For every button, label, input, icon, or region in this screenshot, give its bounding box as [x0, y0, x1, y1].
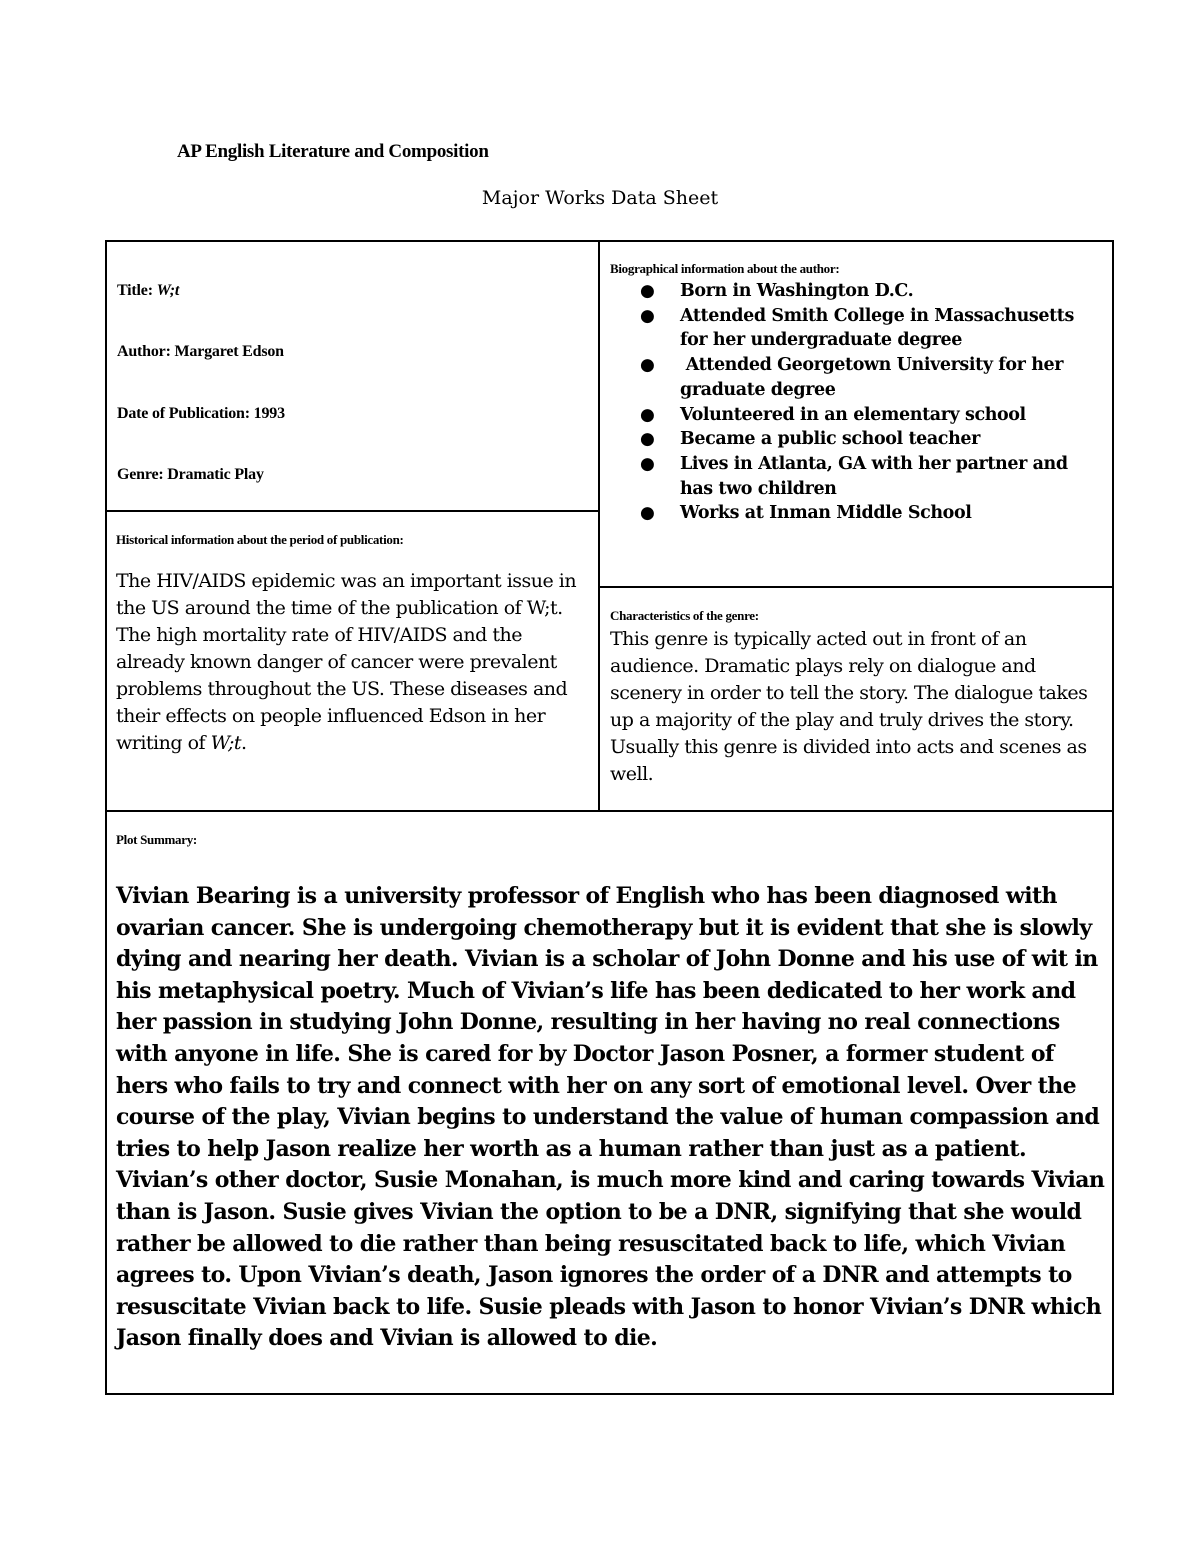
historical-label: Historical information about the period of publication:	[116, 532, 404, 547]
biography-item: ● Volunteered in an elementary school	[640, 403, 1105, 428]
genre-characteristics-text: This genre is typically acted out in front of an audience. Dramatic plays rely on dialogue and scenery in order to tell the story. The dialogue takes up a majority of the play and truly drives the story. Usually this genre is divided into acts and scenes as well.	[610, 628, 1088, 785]
biography-item: ● Works at Inman Middle School	[640, 501, 1105, 526]
bullet-icon: ●	[640, 453, 655, 474]
course-heading: AP English Literature and Composition	[177, 141, 489, 162]
table-column-divider	[598, 240, 600, 811]
publication-date-field: Date of Publication: 1993	[117, 405, 285, 422]
bullet-icon: ●	[640, 429, 655, 450]
genre-field: Genre: Dramatic Play	[117, 466, 264, 483]
biography-item: ● Became a public school teacher	[640, 427, 1105, 452]
bullet-icon: ●	[640, 281, 655, 301]
plot-summary-label: Plot Summary:	[116, 832, 197, 847]
author-field: Author: Margaret Edson	[117, 343, 284, 360]
bullet-icon: ●	[640, 503, 655, 524]
table-row-divider-left	[105, 510, 600, 512]
biography-item: ● Attended Smith College in Massachusetts for her undergraduate degree	[640, 305, 1074, 351]
title-field: Title: W;t	[117, 282, 180, 299]
sheet-title: Major Works Data Sheet	[481, 187, 719, 209]
plot-summary-text: Vivian Bearing is a university professor of English who has been diagnosed with ovarian cancer. She is undergoing chemotherapy but it is evident that she is slowly dying and nearing her death. Vivian is a scholar of John Donne and his use of wit in his metaphysical poetry. Much of Vivian’s life has been dedicated to her work and her passion in studying John Donne, resulting in her having no real connections with anyone in life. She is cared for by Doctor Jason Posner, a former student of hers who fails to try and connect with her on any sort of emotional level. Over the course of the play, Vivian begins to understand the value of human compassion and tries to help Jason realize her worth as a human rather than just as a patient. Vivian’s other doctor, Susie Monahan, is much more kind and caring towards Vivian than is Jason. Susie gives Vivian the option to be a DNR, signifying that she would rather be allowed to die rather than being resuscitated back to life, which Vivian agrees to. Upon Vivian’s death, Jason ignores the order of a DNR and attempts to resuscitate Vivian back to life. Susie pleads with Jason to honor Vivian’s DNR which Jason finally does and Vivian is allowed to die.	[116, 883, 1105, 1352]
table-row-divider-right	[598, 586, 1114, 588]
historical-title-ref: W;t	[210, 732, 242, 754]
biography-item: ● Born in Washington D.C.	[640, 279, 1105, 304]
bullet-icon: ●	[640, 305, 655, 326]
bullet-icon: ●	[640, 355, 655, 376]
biography-label: Biographical information about the author:	[610, 261, 840, 276]
genre-characteristics-label: Characteristics of the genre:	[610, 608, 759, 623]
biography-list	[640, 279, 1105, 526]
biography-item: ● Lives in Atlanta, GA with her partner and has two children	[640, 453, 1068, 499]
bullet-icon: ●	[640, 404, 655, 425]
title-value: W;t	[156, 282, 180, 299]
table-row-divider-full	[105, 810, 1114, 812]
biography-item: ● Attended Georgetown University for her graduate degree	[640, 355, 1069, 400]
historical-text: The HIV/AIDS epidemic was an important issue in the US around the time of the publication of W;t. The high mortality rate of HIV/AIDS and the already known danger of cancer were prevalent problems throughout the US. These diseases and their effects on people influenced Edson in her writing of W;t.	[116, 570, 577, 754]
